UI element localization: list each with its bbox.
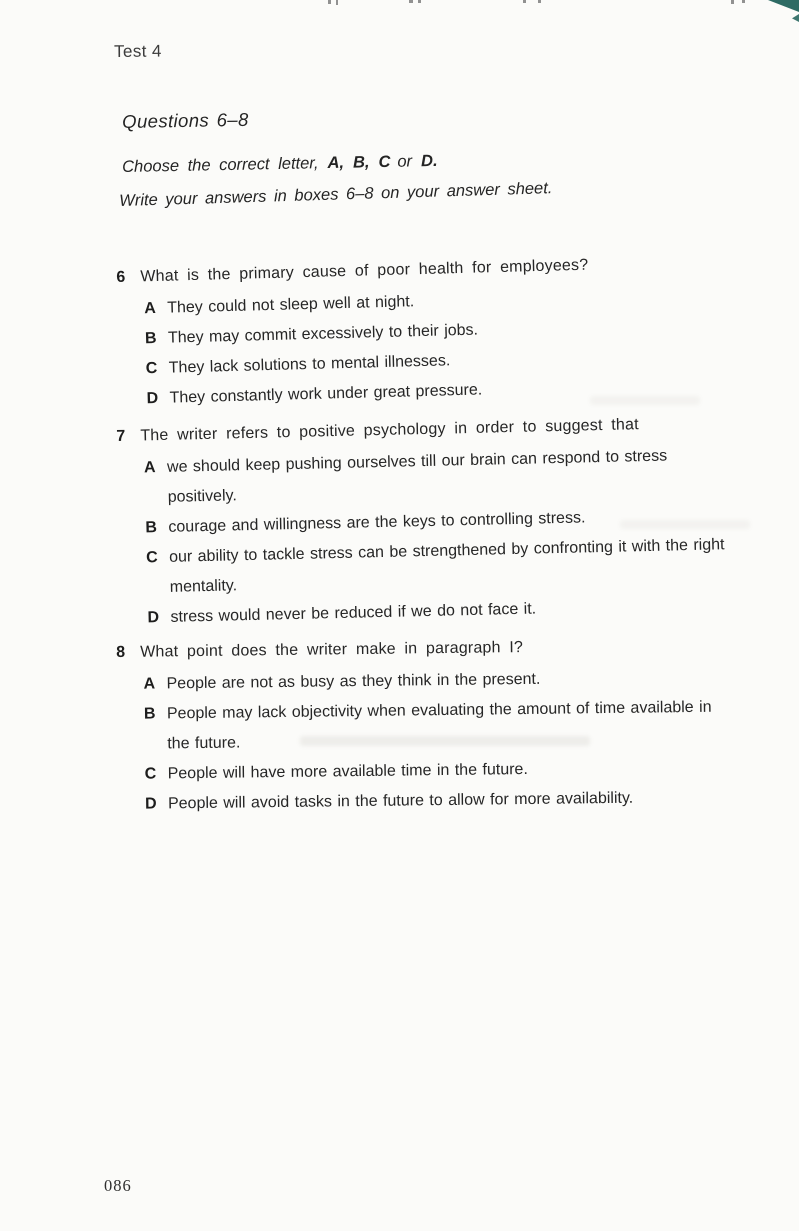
option-text: People will avoid tasks in the future to allow for more availability. [167,789,634,813]
corner-accent-shape [768,0,799,12]
choose-or-text: or [397,152,413,171]
option-letter: B [144,329,157,348]
option-letter: B [145,519,158,537]
question-number: 6 [116,268,126,286]
option-letter: A [144,299,157,318]
scan-artifact [409,0,413,3]
question-7 [116,406,793,634]
question-text: What is the primary cause of poor health for employees? [140,256,589,286]
option-text: courage and willingness are the keys to controlling stress. [168,509,586,536]
option-letter: D [144,795,157,813]
choose-letter-a: A, [327,153,345,173]
scan-artifact [538,0,541,3]
scan-artifact [731,0,734,4]
question-number: 8 [116,643,126,661]
option-letter: A [143,675,156,693]
test-header: Test 4 [114,41,162,61]
option-letter: C [145,549,158,567]
option-text: They constantly work under great pressure. [169,381,483,407]
option-text: our ability to tackle stress can be strengthened by confronting it with the right mentality. [168,536,725,596]
option-text: People are not as busy as they think in the present. [166,670,541,693]
option-text: People may lack objectivity when evaluating the amount of time available in the future. [166,698,712,753]
question-text: The writer refers to positive psychology in order to suggest that [140,416,639,445]
option-text: They may commit excessively to their jobs. [167,321,479,347]
question-6 [116,244,792,415]
option-letter: C [145,359,158,378]
option-text: They could not sleep well at night. [167,293,415,317]
choose-letter-d: D. [420,151,438,171]
scan-artifact [523,0,526,3]
choose-instruction [122,152,438,177]
question-text: What point does the writer make in paragraph I? [140,639,524,661]
scan-artifact [418,0,421,3]
scan-artifact [742,0,745,3]
option-text: stress would never be reduced if we do not face it. [170,600,537,626]
page-number: 086 [104,1176,132,1195]
option-letter: D [147,609,160,627]
choose-letter-b: B, [352,153,370,172]
option-letter: D [146,389,159,408]
question-number: 7 [116,427,126,445]
option-text: They lack solutions to mental illnesses. [168,352,451,377]
write-answers-instruction: Write your answers in boxes 6–8 on your answer sheet. [119,179,553,210]
option-row-8b [144,692,790,760]
option-text: we should keep pushing ourselves till our brain can respond to stress positively. [166,447,668,506]
option-text: People will have more available time in the future. [167,760,528,783]
scan-artifact [328,0,331,4]
corner-accent-tip [792,14,799,22]
questions-range-title: Questions 6–8 [122,108,249,132]
option-letter: C [144,765,157,783]
option-letter: B [143,705,156,723]
option-letter: A [143,459,156,477]
scan-artifact [336,0,338,5]
choose-instruction-prefix: Choose the correct letter, [122,154,319,176]
choose-letter-c: C [378,152,391,172]
question-8 [116,629,790,820]
